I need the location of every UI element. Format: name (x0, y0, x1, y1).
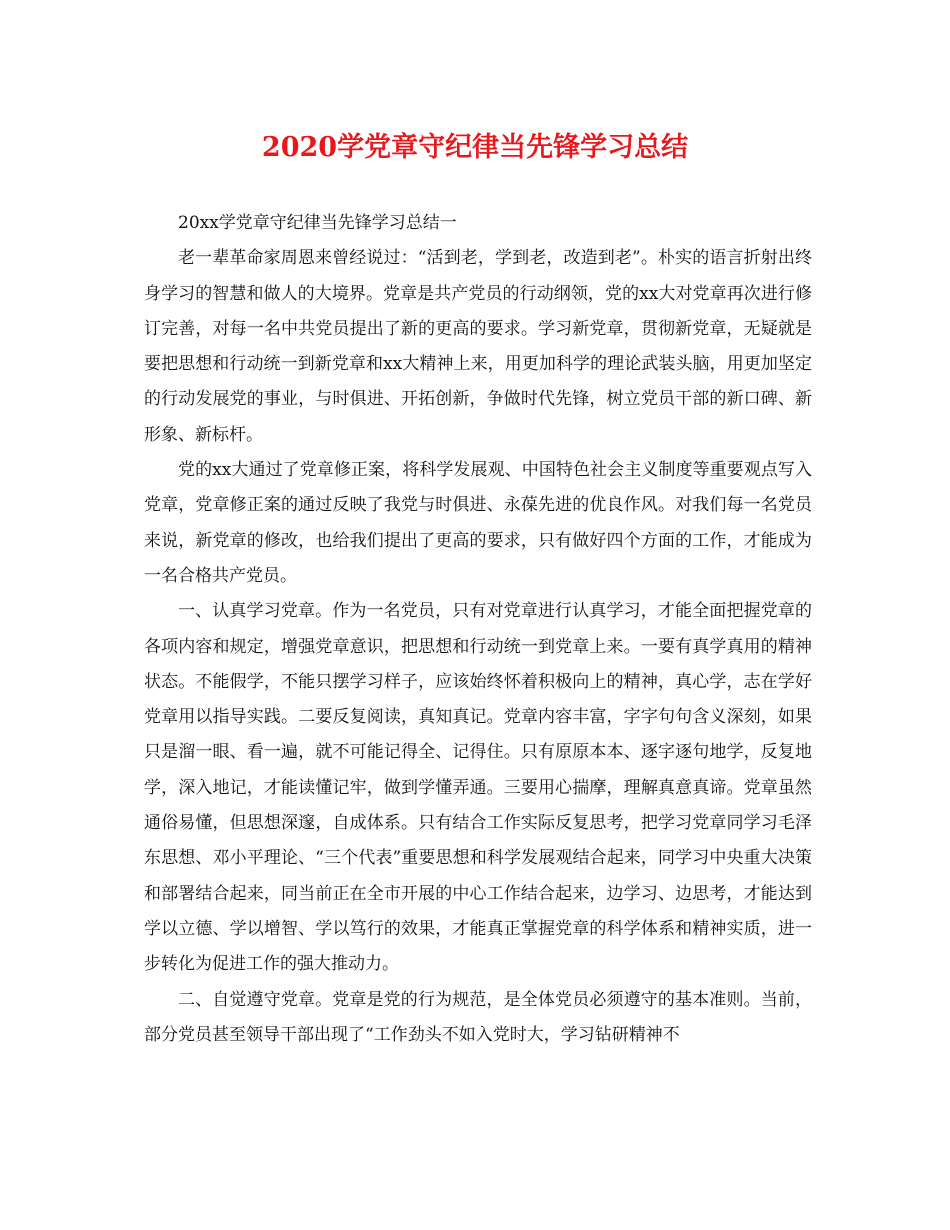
paragraph-amendment: 党的xx大通过了党章修正案，将科学发展观、中国特色社会主义制度等重要观点写入党章，党章修正案的通过反映了我党与时俱进、永葆先进的优良作风。对我们每一名党员来说，新党章的修改，也给我们提出了更高的要求，只有做好四个方面的工作，才能成为一名合格共产党员。 (144, 460, 812, 586)
paragraph-observe-charter: 二、自觉遵守党章。党章是党的行为规范，是全体党员必须遵守的基本准则。当前，部分党员甚至领导干部出现了“工作劲头不如入党时大，学习钻研精神不 (144, 989, 812, 1045)
paragraph-subtitle: 20xx学党章守纪律当先锋学习总结一 (178, 213, 457, 233)
paragraph-intro: 老一辈革命家周恩来曾经说过：“活到老，学到老，改造到老”。朴实的语言折射出终身学习的智慧和做人的大境界。党章是共产党员的行动纲领，党的xx大对党章再次进行修订完善，对每一名中共党员提出了新的更高的要求。学习新党章，贯彻新党章，无疑就是要把思想和行动统一到新党章和xx大精神上来，用更加科学的理论武装头脑，用更加坚定的行动发展党的事业，与时俱进、开拓创新，争做时代先锋，树立党员干部的新口碑、新形象、新标杆。 (144, 248, 812, 445)
paragraph-study-charter: 一、认真学习党章。作为一名党员，只有对党章进行认真学习，才能全面把握党章的各项内容和规定，增强党章意识，把思想和行动统一到党章上来。一要有真学真用的精神状态。不能假学，不能只摆学习样子，应该始终怀着积极向上的精神，真心学，志在学好党章用以指导实践。二要反复阅读，真知真记。党章内容丰富，字字句句含义深刻，如果只是溜一眼、看一遍，就不可能记得全、记得住。只有原原本本、逐字逐句地学，反复地学，深入地记，才能读懂记牢，做到学懂弄通。三要用心揣摩，理解真意真谛。党章虽然通俗易懂，但思想深邃，自成体系。只有结合工作实际反复思考，把学习党章同学习毛泽东思想、邓小平理论、“三个代表”重要思想和科学发展观结合起来，同学习中央重大决策和部署结合起来，同当前正在全市开展的中心工作结合起来，边学习、边思考，才能达到学以立德、学以增智、学以笃行的效果，才能真正掌握党章的科学体系和精神实质，进一步转化为促进工作的强大推动力。 (144, 601, 812, 975)
document-title: 2020学党章守纪律当先锋学习总结 (261, 132, 689, 163)
document-body (144, 206, 812, 1053)
